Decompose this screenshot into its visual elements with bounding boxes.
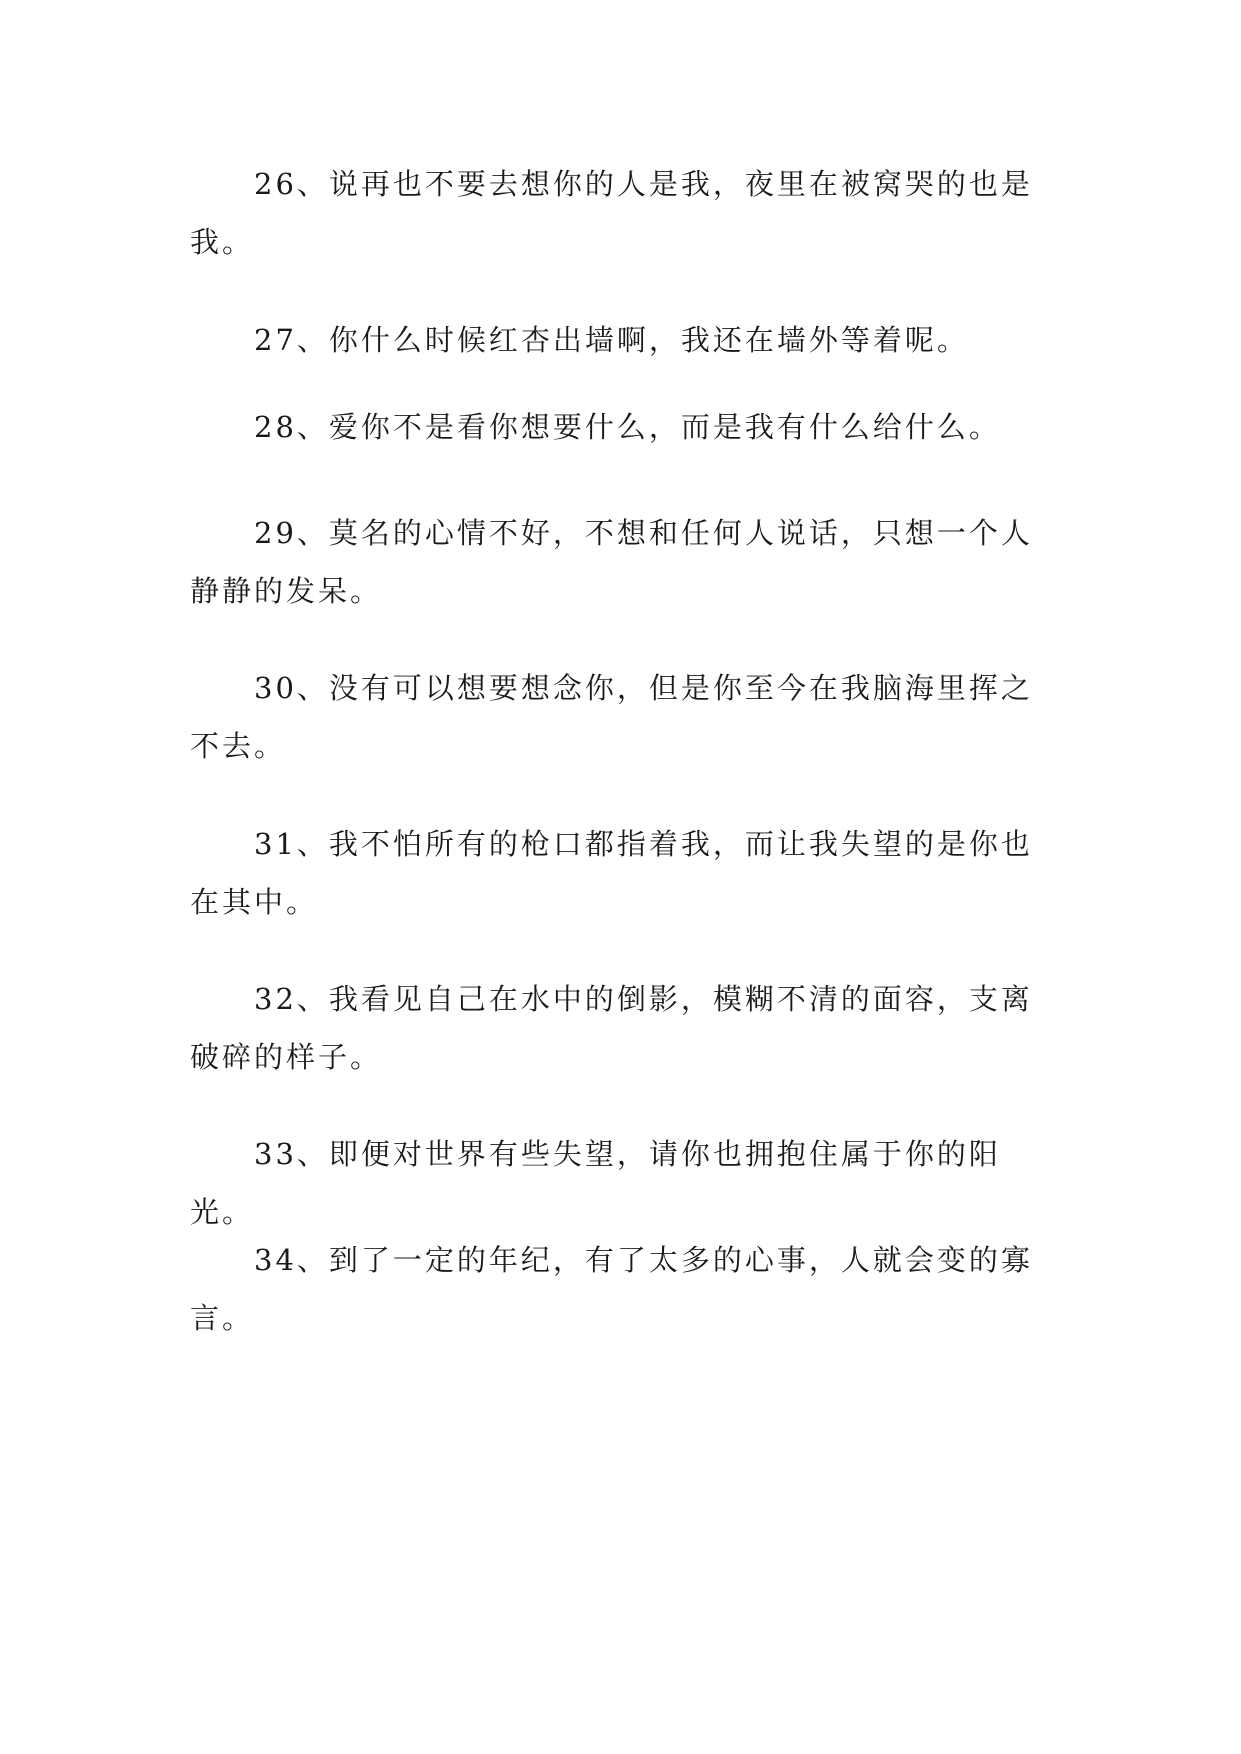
paragraph-30: 30、没有可以想要想念你，但是你至今在我脑海里挥之不去。 bbox=[190, 671, 1033, 763]
paragraph-32: 32、我看见自己在水中的倒影，模糊不清的面容，支离破碎的样子。 bbox=[190, 982, 1033, 1074]
paragraph-27: 27、你什么时候红杏出墙啊，我还在墙外等着呢。 bbox=[254, 323, 969, 357]
paragraph-34: 34、到了一定的年纪，有了太多的心事，人就会变的寡言。 bbox=[190, 1243, 1033, 1335]
paragraph-31: 31、我不怕所有的枪口都指着我，而让我失望的是你也在其中。 bbox=[190, 827, 1033, 919]
paragraph-33: 33、即便对世界有些失望，请你也拥抱住属于你的阳光。 bbox=[190, 1137, 1001, 1229]
paragraph-28: 28、爱你不是看你想要什么，而是我有什么给什么。 bbox=[254, 410, 1001, 444]
paragraph-26: 26、说再也不要去想你的人是我，夜里在被窝哭的也是我。 bbox=[190, 167, 1033, 259]
paragraph-29: 29、莫名的心情不好，不想和任何人说话，只想一个人静静的发呆。 bbox=[190, 516, 1033, 608]
